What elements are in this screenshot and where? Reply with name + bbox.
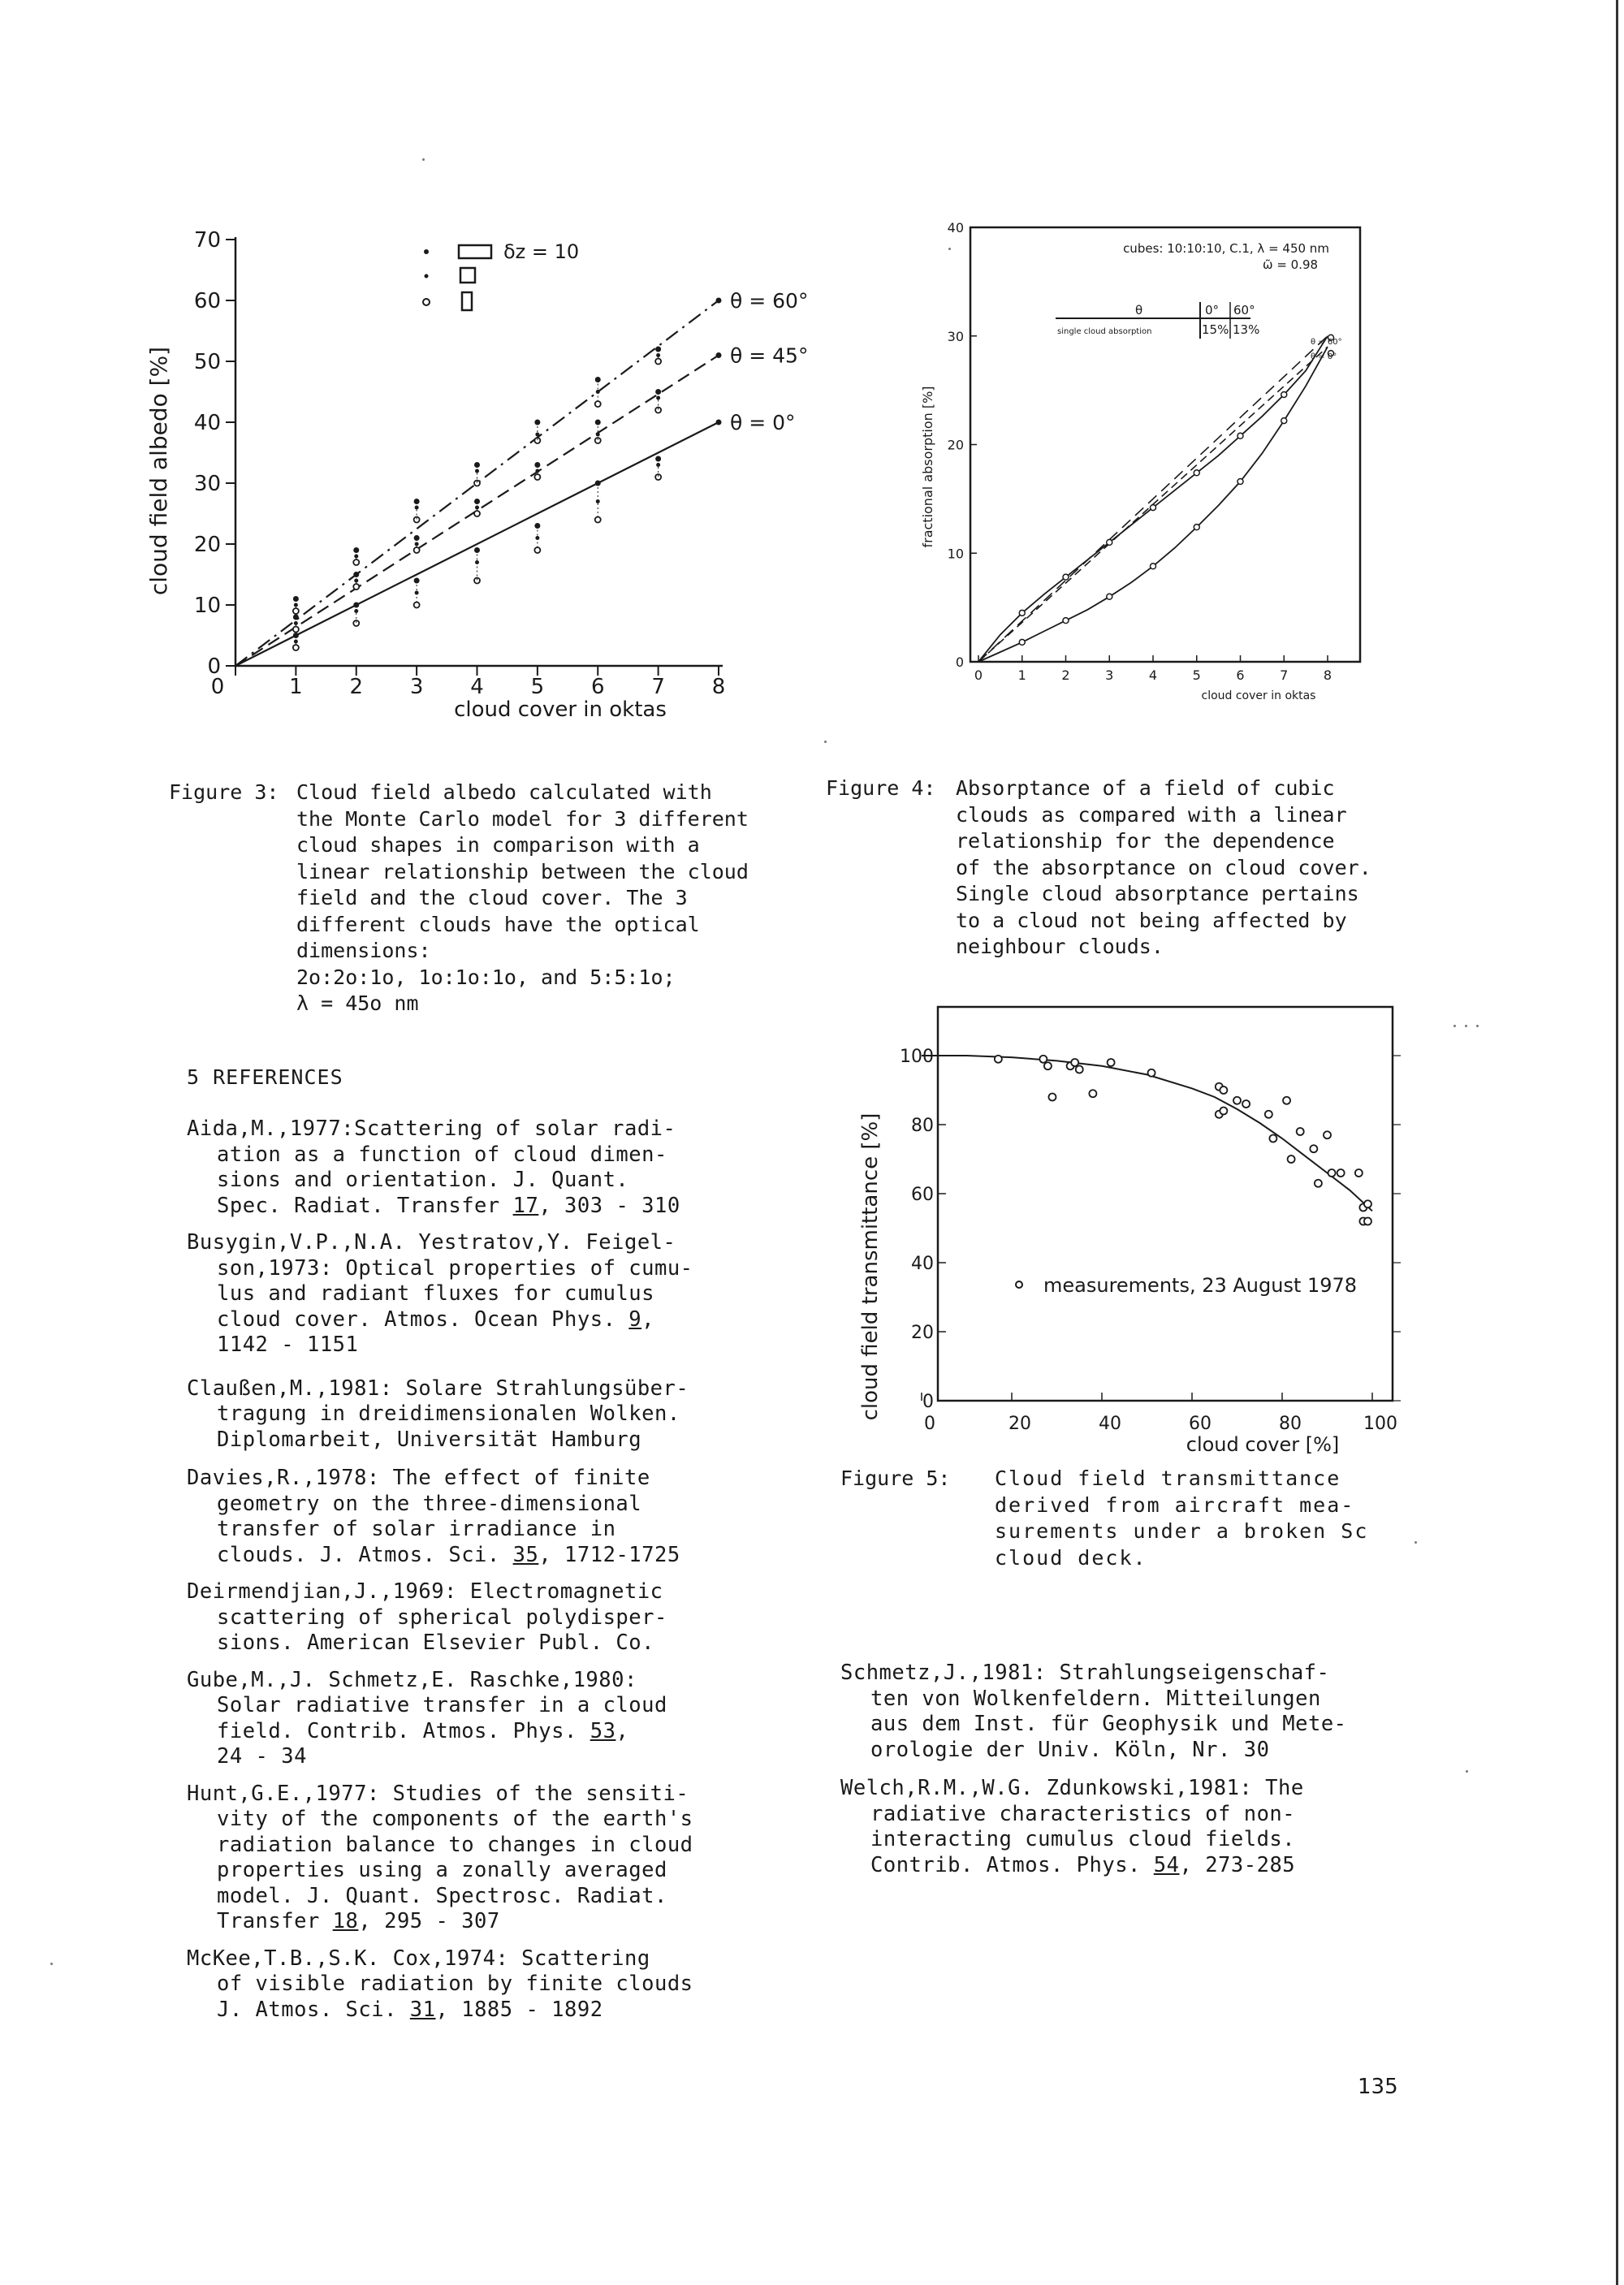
data-point: [1237, 433, 1243, 438]
data-point: [1151, 505, 1156, 511]
caption-line: to a cloud not being affected by: [956, 908, 1347, 932]
y-tick-label: 80: [911, 1116, 934, 1136]
reference-line: 24 - 34: [217, 1744, 307, 1769]
data-point: [1194, 470, 1199, 476]
legend-marker-filled: [424, 249, 429, 254]
legend-marker-open: [423, 299, 430, 305]
measurement-point: [995, 1056, 1002, 1063]
reference-line: model. J. Quant. Spectrosc. Radiat.: [217, 1883, 667, 1908]
reference-line: scattering of spherical polydisper-: [217, 1605, 667, 1630]
figure-4-axes: [948, 220, 1360, 683]
reference-entry: [187, 1782, 693, 1935]
citation-source: field. Contrib. Atmos. Phys.: [217, 1718, 590, 1743]
figure-5-y-label: cloud field transmittance [%]: [858, 1112, 883, 1421]
scan-speck: [50, 1963, 53, 1965]
table-header-60: 60°: [1233, 303, 1255, 317]
x-tick-label: 5: [1192, 667, 1201, 683]
reference-line: Diplomarbeit, Universität Hamburg: [217, 1427, 642, 1452]
reference-line: ten von Wolkenfeldern. Mitteilungen: [870, 1686, 1321, 1711]
caption-line: the Monte Carlo model for 3 different: [296, 806, 749, 831]
end-label-60: θ = 60°: [1311, 338, 1342, 347]
reference-citation-line: [840, 1853, 1347, 1879]
reference-line: tragung in dreidimensionalen Wolken.: [217, 1402, 680, 1426]
y-tick-label: 0: [955, 654, 964, 670]
citation-pages: , 295 - 307: [358, 1909, 500, 1933]
measurement-point: [1089, 1090, 1096, 1097]
reference-line: vity of the components of the earth's: [217, 1807, 693, 1831]
reference-line: radiation balance to changes in cloud: [217, 1832, 693, 1857]
figure-5-legend-marker: [1016, 1281, 1022, 1288]
x-tick-label: 100: [1363, 1414, 1397, 1434]
reference-line: Deirmendjian,J.,1969: Electromagnetic: [187, 1579, 663, 1604]
caption-line: different clouds have the optical: [296, 912, 700, 936]
data-point: [1281, 418, 1287, 424]
measurement-point: [1364, 1200, 1371, 1207]
caption-line: Single cloud absorptance pertains: [956, 882, 1359, 905]
y-tick-label: 10: [947, 546, 964, 562]
y-tick-label: 70: [193, 228, 221, 253]
line-label: θ = 60°: [730, 289, 809, 313]
line-label: θ = 45°: [730, 343, 809, 368]
legend-shape-tall: [462, 292, 472, 310]
x-tick-label: 6: [1236, 667, 1245, 683]
x-tick-label: 20: [1009, 1414, 1031, 1434]
figure-4-x-label: cloud cover in oktas: [1201, 689, 1316, 702]
scan-edge: [1616, 0, 1618, 2285]
x-tick-label: 7: [651, 675, 665, 699]
citation-volume: 31: [409, 1997, 436, 2022]
figure-4-caption-label: Figure 4:: [826, 776, 936, 800]
x-tick-label: 40: [1099, 1414, 1121, 1434]
reference-line: 1142 - 1151: [217, 1333, 359, 1357]
plot-frame: [970, 227, 1360, 662]
scan-speck: [824, 741, 827, 743]
measurement-point: [1310, 1145, 1317, 1152]
citation-source: J. Atmos. Sci.: [217, 1997, 410, 2022]
scan-speck: [1465, 1025, 1467, 1027]
reference-line: of visible radiation by finite clouds: [217, 1972, 693, 1996]
reference-line: Gube,M.,J. Schmetz,E. Raschke,1980:: [187, 1667, 637, 1692]
line-end-point: [716, 298, 722, 304]
figure-3-data-points: [293, 347, 661, 651]
measurement-point: [1288, 1155, 1295, 1163]
table-header-theta: θ: [1135, 303, 1143, 317]
reference-entry: [187, 1230, 693, 1358]
measurement-point: [1044, 1062, 1052, 1069]
reference-line: geometry on the three-dimensional: [217, 1491, 642, 1516]
reference-line: lus and radiant fluxes for cumulus: [217, 1281, 654, 1306]
measurement-point: [1297, 1128, 1304, 1135]
reference-line: McKee,T.B.,S.K. Cox,1974: Scattering: [187, 1946, 650, 1971]
reference-entry: [187, 1117, 693, 1219]
reference-citation-line: [187, 1998, 693, 2024]
citation-source: Contrib. Atmos. Phys.: [870, 1852, 1154, 1877]
reference-entry: [840, 1776, 1347, 1878]
y-tick-label: 50: [193, 350, 221, 374]
caption-line: clouds as compared with a linear: [956, 802, 1347, 827]
reference-line: Aida,M.,1977:Scattering of solar radi-: [187, 1117, 676, 1141]
figure-5-data-points: [995, 1056, 1371, 1225]
citation-pages: , 273-285: [1179, 1852, 1296, 1877]
scan-speck: [422, 158, 425, 161]
measurement-point: [1328, 1169, 1336, 1177]
reference-line: Claußen,M.,1981: Solare Strahlungsüber-: [187, 1376, 689, 1401]
line-end-point: [716, 352, 722, 358]
y-tick-label: 20: [911, 1323, 934, 1343]
data-point: [1107, 539, 1112, 545]
plot-frame: [938, 1007, 1393, 1401]
x-tick-label: 8: [711, 675, 726, 699]
figure-3-caption: [296, 780, 749, 1017]
data-point: [1107, 594, 1112, 599]
x-tick-label: 2: [349, 675, 364, 699]
y-tick-label: 20: [947, 437, 964, 453]
references-heading: 5 REFERENCES: [187, 1065, 343, 1089]
y-tick-label: 60: [193, 289, 221, 313]
references-right-column: [840, 1661, 1347, 1890]
caption-line: of the absorptance on cloud cover.: [956, 855, 1371, 879]
reference-line: Solar radiative transfer in a cloud: [217, 1693, 667, 1717]
caption-line: cloud deck.: [995, 1545, 1147, 1570]
figure-3-y-label: cloud field albedo [%]: [145, 346, 172, 596]
linear-reference-line: [978, 336, 1328, 662]
legend-label-dz: δz = 10: [503, 240, 580, 263]
measurement-point: [1364, 1218, 1371, 1225]
measurement-point: [1265, 1111, 1272, 1118]
x-tick-label: 1: [289, 675, 303, 699]
x-tick-label: 0: [210, 675, 225, 699]
x-tick-label: 60: [1189, 1414, 1212, 1434]
x-tick-label: 8: [1323, 667, 1332, 683]
measurement-point: [1355, 1169, 1363, 1177]
figure-4-data-points: [1019, 335, 1333, 645]
y-tick-label: 30: [193, 472, 221, 496]
x-tick-label: 3: [409, 675, 424, 699]
reference-line: [235, 422, 719, 666]
reference-citation-line: [187, 1719, 693, 1745]
measurement-point: [1324, 1131, 1331, 1138]
citation-volume: 54: [1153, 1852, 1180, 1877]
citation-pages: , 1712-1725: [538, 1542, 680, 1567]
caption-line: neighbour clouds.: [956, 935, 1164, 958]
table-row-label: single cloud absorption: [1057, 327, 1152, 336]
figure-3-x-label: cloud cover in oktas: [454, 698, 667, 722]
line-label: θ = 0°: [730, 411, 796, 434]
data-point: [1019, 610, 1025, 616]
scan-speck: [1466, 1770, 1468, 1773]
figure-4-chart: [918, 215, 1372, 735]
line-end-point: [716, 420, 722, 425]
scan-speck: [1415, 1541, 1417, 1544]
caption-line: derived from aircraft mea-: [995, 1492, 1355, 1517]
caption-line: λ = 45o nm: [296, 991, 419, 1015]
y-tick-label: 40: [911, 1254, 934, 1274]
reference-line: sions and orientation. J. Quant.: [217, 1168, 629, 1192]
figure-5-chart: [844, 995, 1478, 1474]
citation-volume: 35: [512, 1542, 539, 1567]
reference-entry: [840, 1661, 1347, 1763]
scan-speck: [948, 248, 951, 250]
reference-entry: [187, 1466, 693, 1568]
caption-line: field and the cloud cover. The 3: [296, 886, 688, 909]
measurement-point: [1269, 1135, 1276, 1142]
figure-5-caption-label: Figure 5:: [840, 1466, 951, 1490]
measurement-point: [1315, 1180, 1322, 1187]
citation-pages: ,: [615, 1718, 629, 1743]
measurement-point: [1108, 1059, 1115, 1066]
y-tick-label: 0: [922, 1392, 934, 1412]
legend-shape-wide: [459, 245, 491, 258]
figure-4-annotation-cubes: cubes: 10:10:10, C.1, λ = 450 nm: [1123, 241, 1329, 256]
legend-shape-square: [460, 268, 475, 283]
citation-volume: 17: [512, 1193, 539, 1218]
measurement-point: [1337, 1169, 1345, 1177]
reference-line: properties using a zonally averaged: [217, 1858, 667, 1882]
reference-citation-line: [187, 1307, 693, 1333]
figure-5-caption: [995, 1466, 1368, 1571]
reference-line: Davies,R.,1978: The effect of finite: [187, 1466, 650, 1490]
reference-entry: [187, 1376, 693, 1454]
reference-line: Hunt,G.E.,1977: Studies of the sensiti-: [187, 1781, 689, 1806]
reference-line: radiative characteristics of non-: [870, 1801, 1296, 1826]
measurement-point: [1076, 1066, 1083, 1073]
figure-4-caption: [956, 775, 1371, 961]
caption-line: Cloud field albedo calculated with: [296, 780, 712, 804]
reference-entry: [187, 1579, 693, 1657]
reference-line: orologie der Univ. Köln, Nr. 30: [870, 1737, 1270, 1762]
x-tick-label: 0: [974, 667, 983, 683]
figure-5-legend: measurements, 23 August 1978: [1043, 1274, 1358, 1297]
citation-source: cloud cover. Atmos. Ocean Phys.: [217, 1307, 629, 1332]
measurement-point: [1071, 1059, 1078, 1066]
x-tick-label: 6: [590, 675, 605, 699]
measurement-point: [1233, 1097, 1241, 1104]
x-tick-label: 1: [1017, 667, 1026, 683]
reference-citation-line: [187, 1909, 693, 1935]
reference-line: interacting cumulus cloud fields.: [870, 1827, 1296, 1851]
caption-line: surements under a broken Sc: [995, 1519, 1369, 1543]
data-point: [1281, 391, 1287, 397]
page-number: 135: [1358, 2075, 1398, 2099]
measurement-point: [1242, 1100, 1250, 1108]
reference-line: Busygin,V.P.,N.A. Yestratov,Y. Feigel-: [187, 1230, 676, 1255]
y-tick-label: 100: [900, 1047, 934, 1067]
citation-pages: , 303 - 310: [538, 1193, 680, 1218]
y-tick-label: 10: [193, 594, 221, 618]
table-header-0: 0°: [1205, 303, 1220, 317]
measurement-point: [1148, 1069, 1155, 1077]
reference-line: son,1973: Optical properties of cumu-: [217, 1255, 693, 1281]
reference-line: sions. American Elsevier Publ. Co.: [217, 1631, 654, 1655]
y-tick-label: 20: [193, 533, 221, 557]
citation-volume: 53: [590, 1718, 616, 1743]
caption-line: 2o:2o:1o, 1o:1o:1o, and 5:5:1o;: [296, 965, 676, 989]
figure-5-x-label: cloud cover [%]: [1186, 1433, 1340, 1456]
measurement-point: [1039, 1056, 1047, 1063]
caption-line: dimensions:: [296, 939, 431, 962]
citation-pages: , 1885 - 1892: [435, 1997, 603, 2022]
x-tick-label: 4: [470, 675, 484, 699]
data-point: [1151, 564, 1156, 569]
x-tick-label: 4: [1148, 667, 1158, 683]
figure-3-axes: [194, 228, 725, 699]
table-value-60: 13%: [1233, 322, 1260, 337]
measurement-point: [1283, 1097, 1290, 1104]
citation-source: Transfer: [217, 1909, 333, 1933]
citation-pages: ,: [641, 1307, 654, 1332]
caption-line: linear relationship between the cloud: [296, 859, 749, 883]
data-point: [1063, 574, 1069, 580]
caption-line: Absorptance of a field of cubic: [956, 776, 1335, 800]
y-tick-label: 60: [911, 1185, 934, 1205]
scan-speck: [1476, 1025, 1479, 1027]
measurement-point: [1220, 1086, 1227, 1094]
y-tick-label: 40: [947, 220, 964, 235]
reference-entry: [187, 1668, 693, 1770]
y-tick-label: 40: [193, 411, 221, 435]
caption-line: cloud shapes in comparison with a: [296, 833, 700, 857]
citation-volume: 9: [628, 1307, 642, 1332]
x-tick-label: 2: [1061, 667, 1070, 683]
table-value-0: 15%: [1202, 322, 1229, 337]
reference-entry: [187, 1946, 693, 2024]
figure-4-curves: [978, 336, 1328, 662]
y-tick-label: 0: [207, 654, 221, 679]
y-tick-label: 30: [947, 328, 964, 344]
caption-line: relationship for the dependence: [956, 829, 1335, 853]
end-label-0: θ = 0°: [1311, 352, 1337, 361]
citation-volume: 18: [332, 1909, 359, 1933]
reference-citation-line: [187, 1194, 693, 1220]
x-tick-label: 80: [1279, 1414, 1302, 1434]
measurement-point: [1048, 1094, 1056, 1101]
figure-4-y-label: fractional absorption [%]: [920, 386, 935, 548]
reference-citation-line: [187, 1543, 693, 1569]
reference-line: Schmetz,J.,1981: Strahlungseigenschaf-: [840, 1661, 1330, 1685]
references-left-column: [187, 1117, 693, 2034]
citation-source: clouds. J. Atmos. Sci.: [217, 1542, 513, 1567]
figure-3-legend: [423, 240, 579, 310]
figure-3-caption-label: Figure 3:: [169, 780, 279, 804]
figure-4-annotation: [1056, 241, 1342, 361]
reference-line: Welch,R.M.,W.G. Zdunkowski,1981: The: [840, 1776, 1304, 1800]
reference-line: ation as a function of cloud dimen-: [217, 1142, 667, 1167]
x-tick-label: 5: [530, 675, 545, 699]
figure-3-chart: [146, 203, 828, 739]
measurement-point: [1220, 1108, 1227, 1115]
citation-source: Spec. Radiat. Transfer: [217, 1193, 513, 1218]
figure-5-fit-curve: [922, 1056, 1372, 1211]
data-point: [1019, 639, 1025, 645]
x-tick-label: 3: [1105, 667, 1114, 683]
scan-speck: [1453, 1025, 1456, 1027]
reference-line: aus dem Inst. für Geophysik und Mete-: [870, 1712, 1347, 1736]
data-point: [1237, 478, 1243, 484]
x-tick-label: 0: [924, 1414, 935, 1434]
caption-line: Cloud field transmittance: [995, 1466, 1341, 1490]
figure-3-reference-lines: [235, 289, 808, 666]
legend-marker-small: [425, 274, 429, 279]
figure-4-annotation-omega: ω̃ = 0.98: [1263, 257, 1319, 272]
data-point: [1194, 525, 1199, 530]
data-point: [1063, 618, 1069, 624]
reference-line: transfer of solar irradiance in: [217, 1517, 616, 1541]
x-tick-label: 7: [1280, 667, 1289, 683]
fit-curve: [922, 1056, 1372, 1211]
